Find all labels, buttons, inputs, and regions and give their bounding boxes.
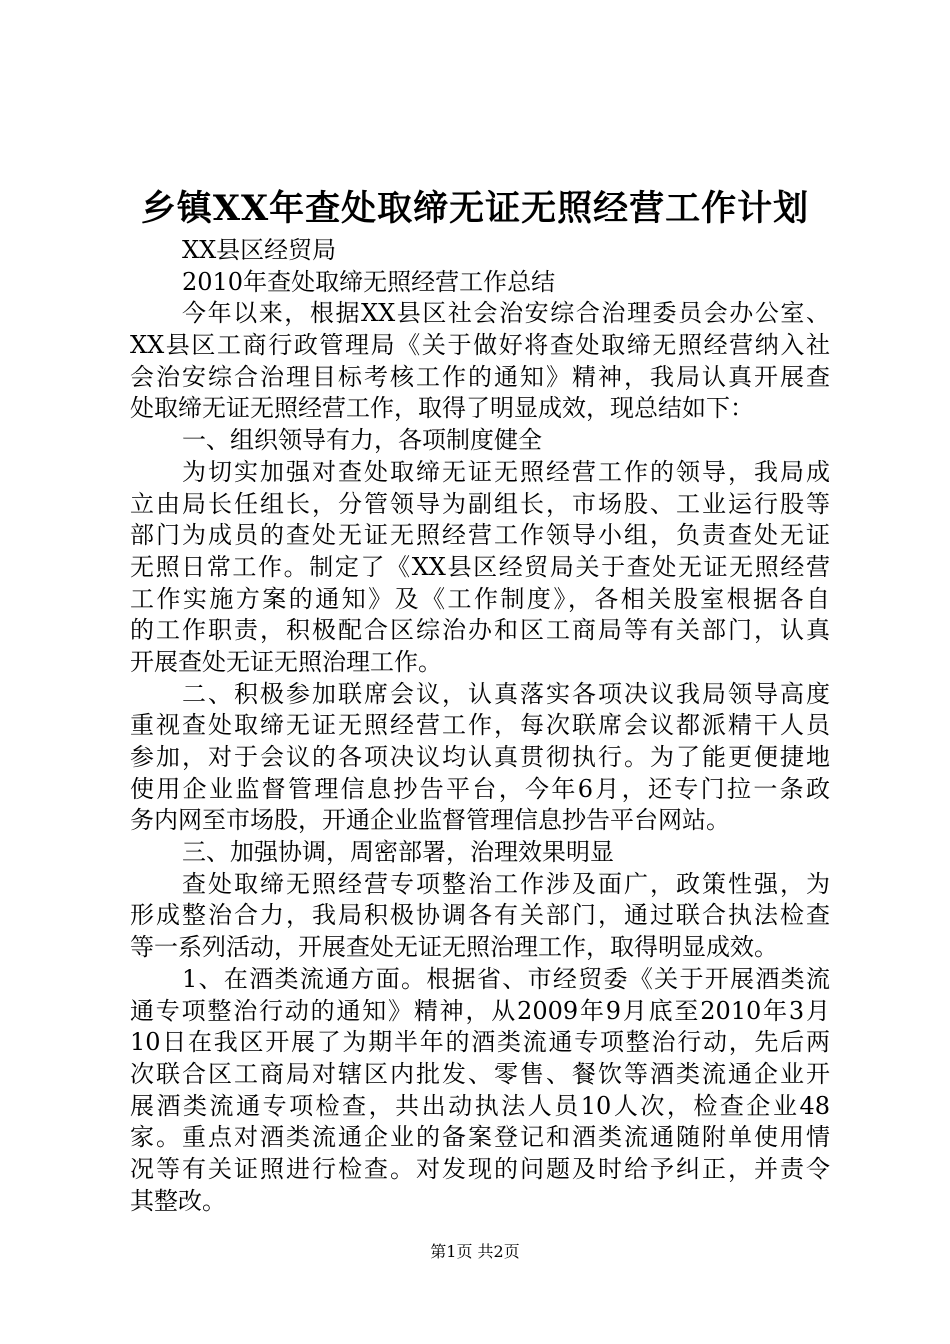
text-line: 重视查处取缔无证无照经营工作，每次联席会议都派精干人员 [130,711,830,740]
text-line: 为切实加强对查处取缔无证无照经营工作的领导，我局成 [182,457,830,486]
text-line: 家。重点对酒类流通企业的备案登记和酒类流通随附单使用情 [130,1123,830,1152]
text-line: 2010年查处取缔无照经营工作总结 [182,267,556,296]
text-line: 部门为成员的查处无证无照经营工作领导小组，负责查处无证 [130,521,830,550]
document-title: 乡镇XX年查处取缔无证无照经营工作计划 [140,188,810,229]
text-line: 会治安综合治理目标考核工作的通知》精神，我局认真开展查 [130,362,830,391]
text-line: 1、在酒类流通方面。根据省、市经贸委《关于开展酒类流 [182,964,830,993]
text-line: 况等有关证照进行检查。对发现的问题及时给予纠正，并责令 [130,1154,830,1183]
text-line: 等一系列活动，开展查处无证无照治理工作，取得明显成效。 [130,933,778,962]
text-line: XX县区经贸局 [182,236,337,264]
text-line: 使用企业监督管理信息抄告平台，今年6月，还专门拉一条政 [130,774,830,803]
text-line: XX县区工商行政管理局《关于做好将查处取缔无照经营纳入社 [130,331,830,360]
text-line: 参加，对于会议的各项决议均认真贯彻执行。为了能更便捷地 [130,743,830,771]
text-line: 三、加强协调，周密部署，治理效果明显 [182,838,614,867]
page-footer: 第1页 共2页 [430,1242,520,1261]
text-line: 无照日常工作。制定了《XX县区经贸局关于查处无证无照经营 [130,552,830,581]
text-line: 通专项整治行动的通知》精神，从2009年9月底至2010年3月 [130,996,830,1025]
text-line: 处取缔无证无照经营工作，取得了明显成效，现总结如下： [130,394,754,423]
text-line: 立由局长任组长，分管领导为副组长，市场股、工业运行股等 [130,489,830,518]
text-line: 展酒类流通专项检查，共出动执法人员10人次，检查企业48 [130,1091,830,1120]
text-line: 其整改。 [130,1186,226,1215]
text-line: 形成整治合力，我局积极协调各有关部门，通过联合执法检查 [130,901,830,930]
text-line: 次联合区工商局对辖区内批发、零售、餐饮等酒类流通企业开 [130,1059,830,1088]
document-body [130,235,830,1217]
text-line: 工作实施方案的通知》及《工作制度》，各相关股室根据各自 [130,584,830,613]
text-line: 开展查处无证无照治理工作。 [130,647,442,676]
text-line: 10日在我区开展了为期半年的酒类流通专项整治行动，先后两 [130,1028,830,1057]
text-line: 的工作职责，积极配合区综治办和区工商局等有关部门，认真 [130,616,830,645]
text-line: 一、组织领导有力，各项制度健全 [182,426,542,455]
text-line: 二、积极参加联席会议，认真落实各项决议我局领导高度 [182,679,830,708]
text-line: 今年以来，根据XX县区社会治安综合治理委员会办公室、 [182,299,830,328]
text-line: 务内网至市场股，开通企业监督管理信息抄告平台网站。 [130,806,730,835]
text-line: 查处取缔无照经营专项整治工作涉及面广，政策性强，为 [182,869,830,898]
